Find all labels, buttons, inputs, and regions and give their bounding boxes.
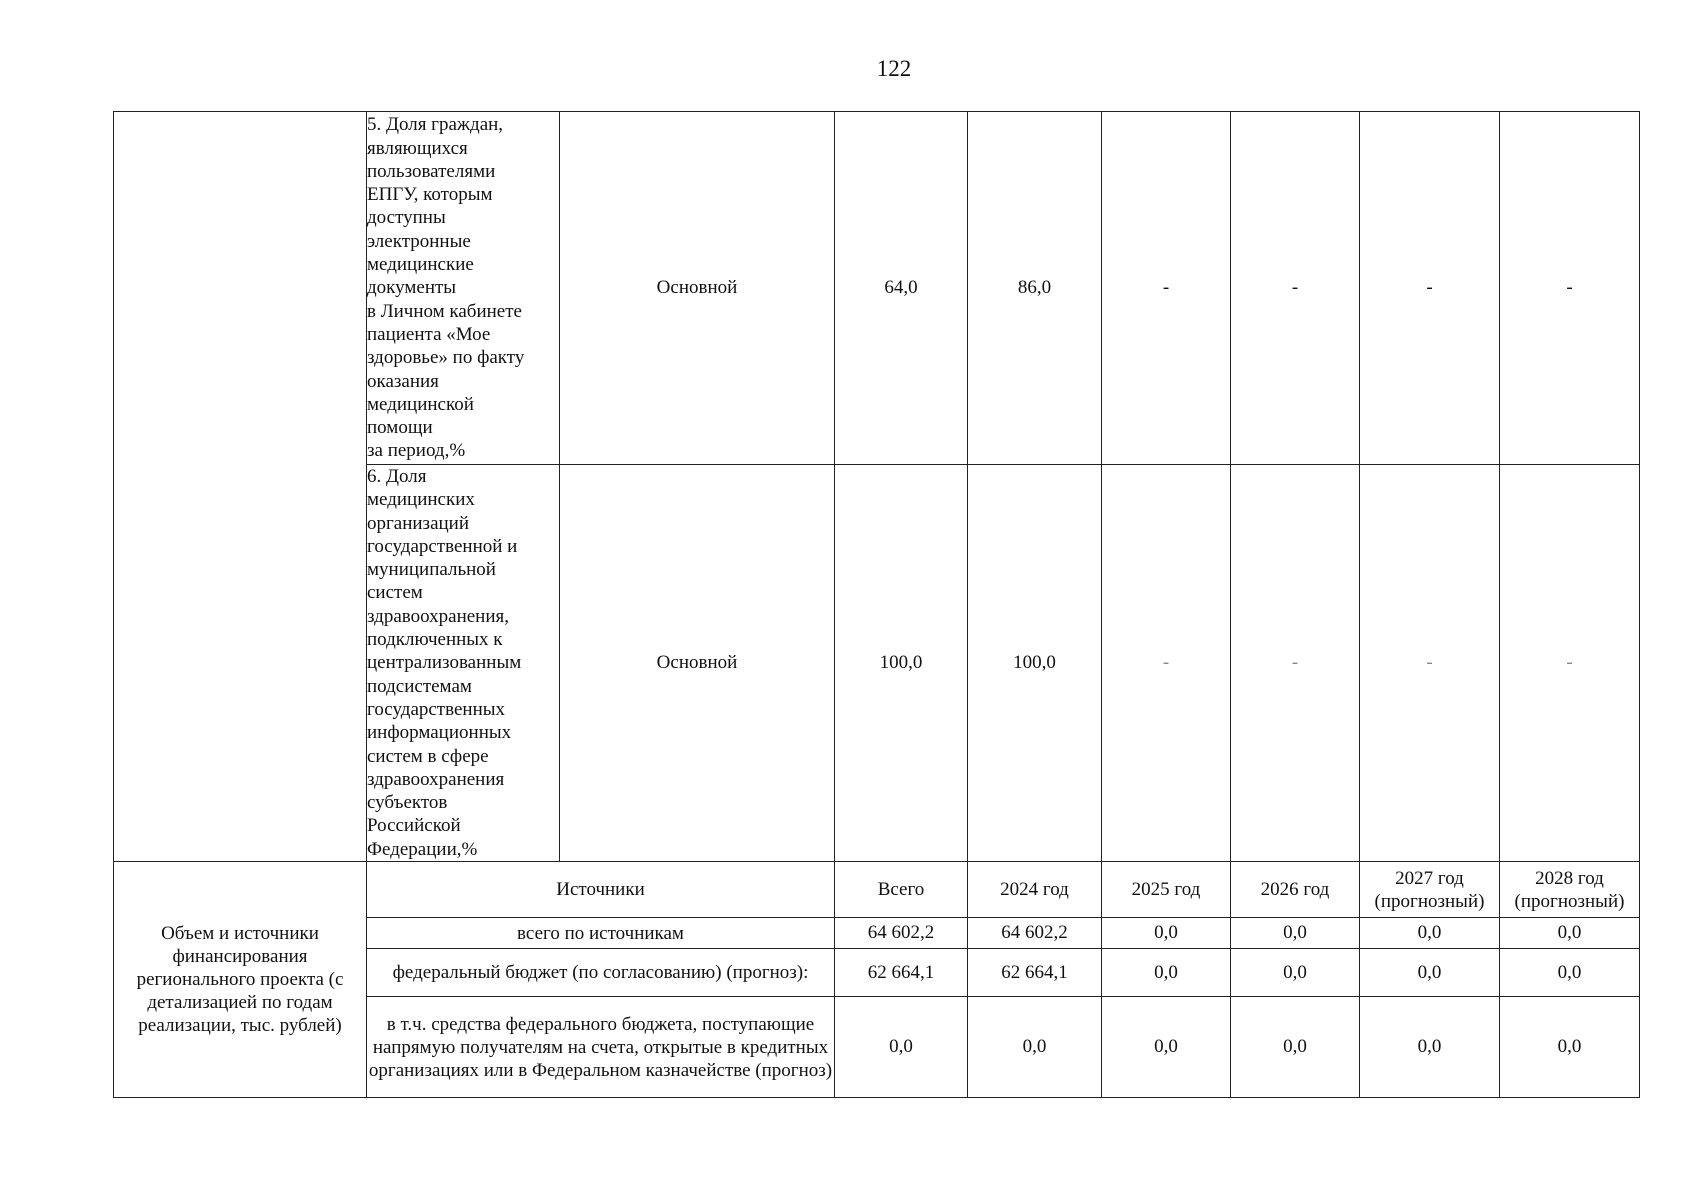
header-2027: 2027 год (прогнозный) — [1360, 862, 1500, 918]
financing-2028: 0,0 — [1500, 918, 1640, 949]
indicator-value-2027: - — [1360, 465, 1500, 862]
financing-header-row — [114, 862, 1640, 918]
indicator-type: Основной — [560, 112, 835, 465]
indicator-type: Основной — [560, 465, 835, 862]
indicator-value-2027: - — [1360, 112, 1500, 465]
financing-2024: 62 664,1 — [968, 949, 1102, 997]
financing-2024: 0,0 — [968, 997, 1102, 1098]
financing-2027: 0,0 — [1360, 918, 1500, 949]
financing-2024: 64 602,2 — [968, 918, 1102, 949]
indicator-value-base: 64,0 — [835, 112, 968, 465]
empty-side-cell — [114, 112, 367, 862]
indicator-label: 5. Доля граждан, являющихся пользователями ЕПГУ, которым доступны электронные медицинские документы в Личном кабинете пациента «Мое здоровье» по факту оказания медицинской помощи за период,% — [367, 112, 560, 465]
indicator-value-2026: - — [1231, 465, 1360, 862]
financing-total: 0,0 — [835, 997, 968, 1098]
header-2024: 2024 год — [968, 862, 1102, 918]
header-total: Всего — [835, 862, 968, 918]
financing-2028: 0,0 — [1500, 949, 1640, 997]
indicator-value-2025: - — [1102, 465, 1231, 862]
financing-2026: 0,0 — [1231, 949, 1360, 997]
financing-2026: 0,0 — [1231, 918, 1360, 949]
financing-side-label: Объем и источники финансирования регионального проекта (с детализацией по годам реализации, тыс. рублей) — [114, 862, 367, 1098]
indicator-value-2028: - — [1500, 112, 1640, 465]
financing-2025: 0,0 — [1102, 918, 1231, 949]
indicator-value-2026: - — [1231, 112, 1360, 465]
page-number: 122 — [876, 56, 912, 81]
indicator-value-2025: - — [1102, 112, 1231, 465]
header-2025: 2025 год — [1102, 862, 1231, 918]
indicator-value-2024: 86,0 — [968, 112, 1102, 465]
financing-2026: 0,0 — [1231, 997, 1360, 1098]
financing-source: в т.ч. средства федерального бюджета, поступающие напрямую получателям на счета, открытые в кредитных организациях или в Федеральном казначействе (прогноз) — [367, 997, 835, 1098]
indicator-label: 6. Доля медицинских организаций государственной и муниципальной систем здравоохранения, подключенных к централизованным подсистемам государственных информационных систем в сфере здравоохранения субъектов Российской Федерации,% — [367, 465, 560, 862]
financing-source: всего по источникам — [367, 918, 835, 949]
indicator-value-2024: 100,0 — [968, 465, 1102, 862]
header-2028: 2028 год (прогнозный) — [1500, 862, 1640, 918]
financing-source: федеральный бюджет (по согласованию) (прогноз): — [367, 949, 835, 997]
indicator-value-2028: - — [1500, 465, 1640, 862]
financing-2025: 0,0 — [1102, 997, 1231, 1098]
header-2026: 2026 год — [1231, 862, 1360, 918]
indicator-row — [114, 112, 1640, 465]
regional-project-table — [113, 111, 1640, 1098]
financing-2028: 0,0 — [1500, 997, 1640, 1098]
financing-total: 62 664,1 — [835, 949, 968, 997]
financing-total: 64 602,2 — [835, 918, 968, 949]
financing-2025: 0,0 — [1102, 949, 1231, 997]
indicator-value-base: 100,0 — [835, 465, 968, 862]
header-sources: Источники — [367, 862, 835, 918]
financing-2027: 0,0 — [1360, 997, 1500, 1098]
financing-2027: 0,0 — [1360, 949, 1500, 997]
